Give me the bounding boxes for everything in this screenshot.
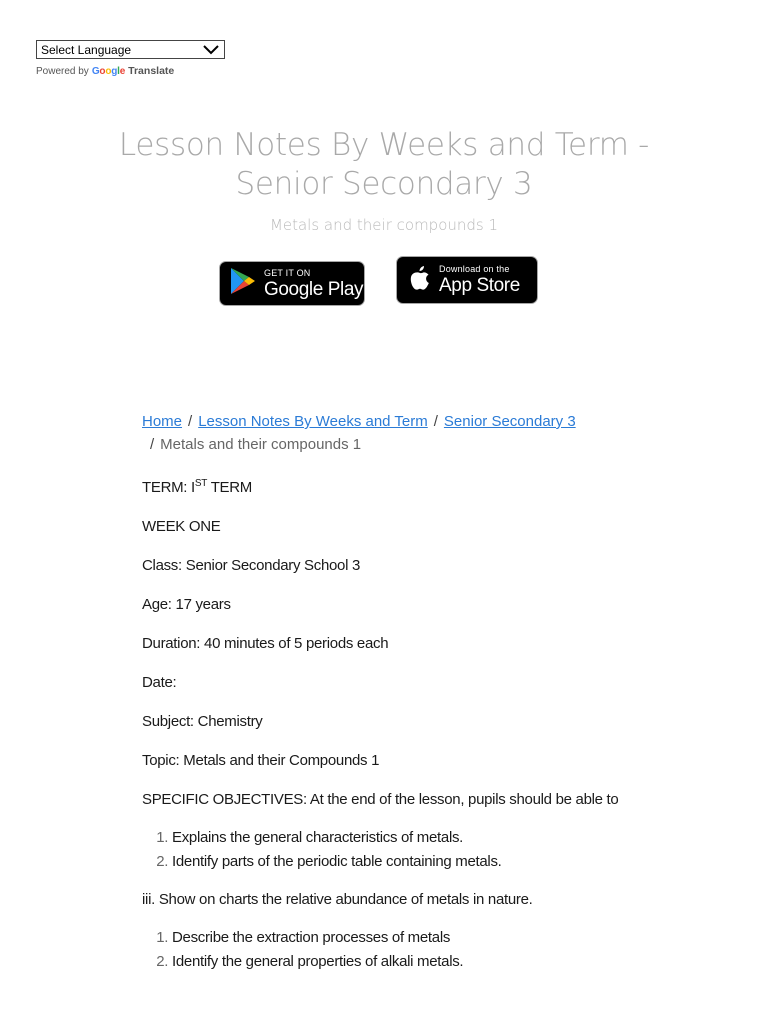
breadcrumb-separator: / bbox=[150, 436, 155, 453]
breadcrumb-separator: / bbox=[433, 413, 438, 430]
lesson-topic: Topic: Metals and their Compounds 1 bbox=[142, 752, 380, 769]
lesson-content bbox=[142, 410, 632, 973]
page-title: Lesson Notes By Weeks and Term - Senior Secondary 3 bbox=[118, 127, 650, 202]
breadcrumb-lesson-notes-link[interactable]: Lesson Notes By Weeks and Term bbox=[198, 413, 428, 430]
lesson-week: WEEK ONE bbox=[142, 518, 221, 535]
google-play-badge[interactable] bbox=[219, 261, 365, 306]
translate-link[interactable]: Translate bbox=[128, 65, 175, 77]
google-translate-widget bbox=[36, 40, 225, 77]
google-logo[interactable]: Google bbox=[91, 65, 126, 77]
list-item: 1. Describe the extraction processes of metals bbox=[172, 926, 632, 950]
objectives-list-2 bbox=[142, 926, 632, 973]
lesson-term: TERM: IST TERM bbox=[142, 478, 252, 496]
breadcrumb bbox=[142, 410, 632, 456]
breadcrumb-class-link[interactable]: Senior Secondary 3 bbox=[443, 413, 576, 430]
page-header bbox=[0, 126, 768, 234]
lesson-class: Class: Senior Secondary School 3 bbox=[142, 557, 361, 574]
language-select[interactable] bbox=[36, 40, 225, 59]
app-store-badges bbox=[0, 256, 768, 308]
app-store-badge[interactable] bbox=[396, 256, 538, 304]
lesson-objectives-intro: SPECIFIC OBJECTIVES: At the end of the lesson, pupils should be able to bbox=[142, 791, 619, 808]
powered-by-google bbox=[36, 65, 225, 77]
google-play-icon bbox=[230, 267, 256, 300]
list-item: 1. Explains the general characteristics of metals. bbox=[172, 826, 632, 850]
lesson-date: Date: bbox=[142, 674, 177, 691]
powered-by-text: Powered by bbox=[36, 65, 89, 77]
breadcrumb-current: Metals and their compounds 1 bbox=[160, 436, 362, 453]
objectives-list-1 bbox=[142, 826, 632, 873]
lesson-duration: Duration: 40 minutes of 5 periods each bbox=[142, 635, 389, 652]
language-select-label: Select Language bbox=[41, 42, 132, 57]
breadcrumb-home-link[interactable]: Home bbox=[142, 413, 183, 430]
chevron-down-icon bbox=[202, 44, 220, 56]
lesson-subject: Subject: Chemistry bbox=[142, 713, 263, 730]
breadcrumb-separator: / bbox=[188, 413, 193, 430]
page-subtitle: Metals and their compounds 1 bbox=[269, 216, 499, 234]
list-item: 2. Identify parts of the periodic table containing metals. bbox=[172, 850, 632, 874]
list-item: 2. Identify the general properties of alkali metals. bbox=[172, 950, 632, 974]
apple-icon bbox=[409, 265, 431, 296]
lesson-age: Age: 17 years bbox=[142, 596, 231, 613]
lesson-objective-iii: iii. Show on charts the relative abundance of metals in nature. bbox=[142, 891, 533, 908]
app-store-big-text: App Store bbox=[439, 275, 520, 296]
app-store-small-text: Download on the bbox=[439, 264, 510, 274]
google-play-big-text: Google Play bbox=[264, 278, 364, 300]
google-play-small-text: GET IT ON bbox=[264, 267, 311, 278]
